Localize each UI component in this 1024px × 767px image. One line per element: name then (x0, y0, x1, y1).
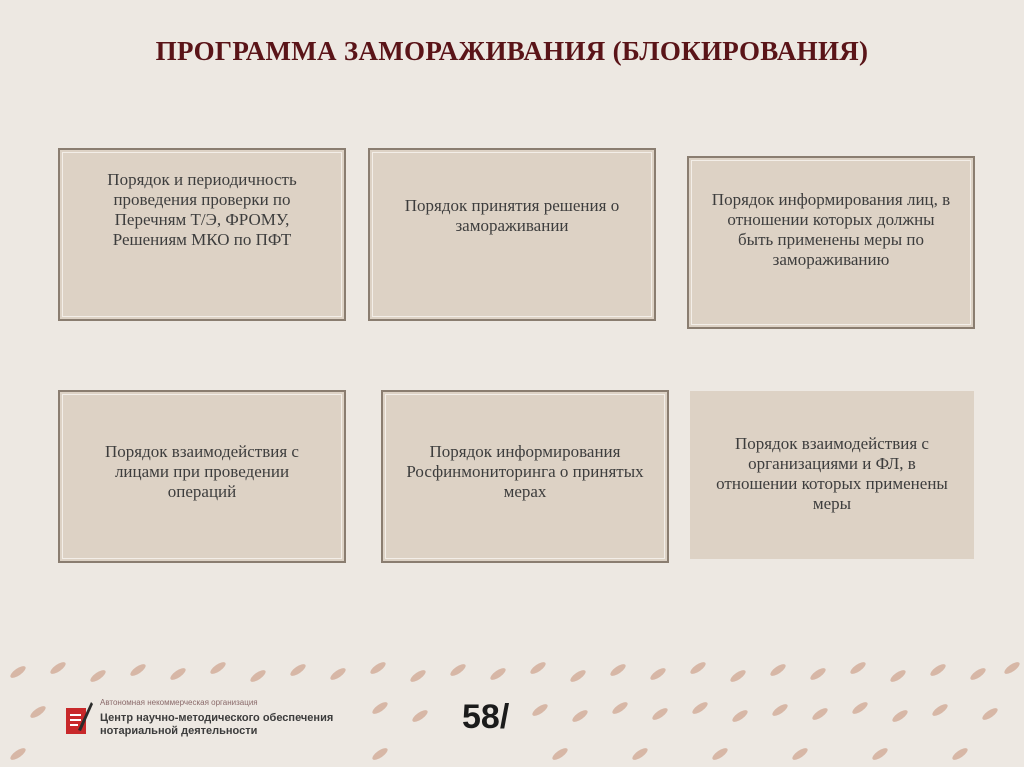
card-text: Порядок взаимодействия с организациями и ФЛ, в отношении которых применены меры (716, 434, 948, 513)
card-interaction-operations (58, 390, 346, 563)
organization-logo-icon (64, 700, 94, 738)
card-text: Порядок информирования Росфинмониторинга о принятых мерах (406, 441, 644, 501)
card-text: Порядок взаимодействия с лицами при проведении операций (105, 441, 299, 501)
card-decision-procedure (368, 148, 656, 321)
card-inform-rosfinmonitoring (381, 390, 669, 563)
organization-type: Автономная некоммерческая организация (100, 698, 258, 707)
card-text: Порядок и периодичность проведения проверки по Перечням Т/Э, ФРОМУ, Решениям МКО по ПФТ (107, 169, 297, 249)
card-text: Порядок информирования лиц, в отношении которых должны быть применены меры по замораживанию (711, 190, 951, 269)
organization-name: Центр научно-методического обеспечения нотариальной деятельности (100, 712, 334, 737)
card-check-procedure (58, 148, 346, 321)
page-number: 58/ (462, 698, 510, 736)
slide-title: ПРОГРАММА ЗАМОРАЖИВАНИЯ (БЛОКИРОВАНИЯ) (155, 36, 869, 66)
feather-pattern (0, 650, 1024, 767)
card-inform-persons (687, 156, 975, 329)
card-interaction-organizations (690, 391, 974, 559)
card-text: Порядок принятия решения о замораживании (404, 195, 620, 235)
